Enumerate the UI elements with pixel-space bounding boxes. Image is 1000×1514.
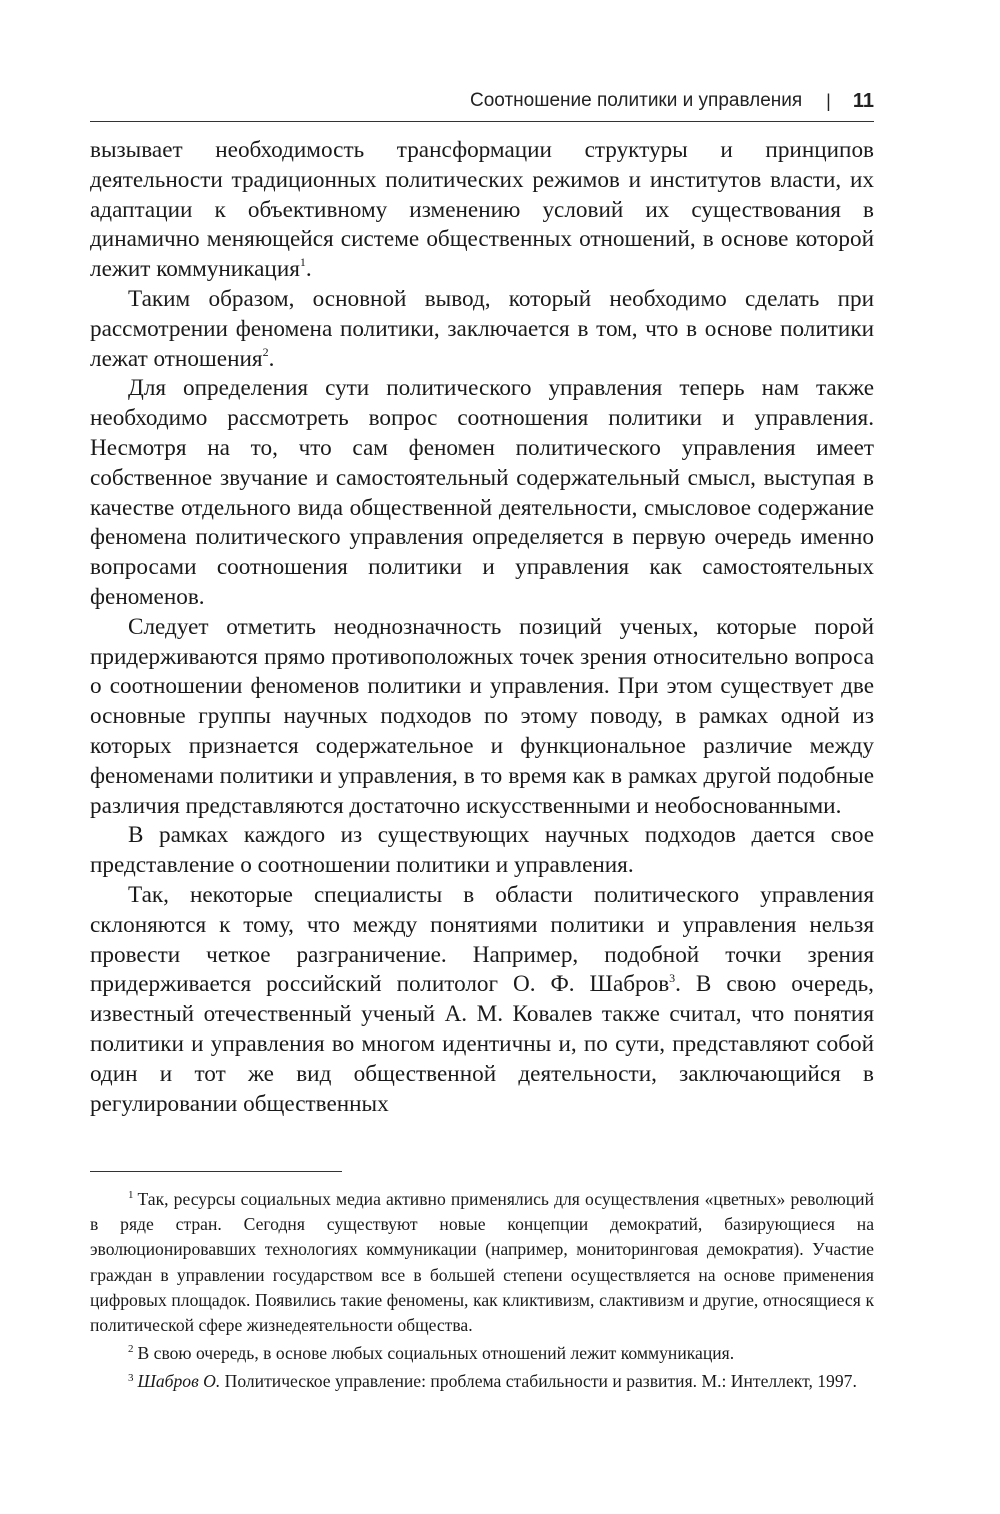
footnote-2-text: В свою очередь, в основе любых социальных отношений лежит коммуникация. bbox=[137, 1343, 735, 1364]
footnote-1-mark: 1 bbox=[128, 1189, 134, 1202]
footnote-1-text: Так, ресурсы социальных медиа активно применялись для осуществления «цветных» революций в ряде стран. Сегодня существуют новые концепции демократий, базирующиеся на эволюционировавших технологиях коммуникации (например, мониторинговая демократия). Участие граждан в управлении государством все в большей степени осуществляется на основе применения цифровых площадок. Появились такие феномены, как кликтивизм, слактивизм и другие, относящиеся к политической сфере жизнедеятельности общества. bbox=[90, 1189, 874, 1336]
paragraph-2-end: . bbox=[268, 345, 275, 372]
paragraph-2-text: Таким образом, основной вывод, который необходимо сделать при рассмотрении феномена политики, заключается в том, что в основе политики лежат отношения bbox=[90, 285, 874, 372]
footnote-ref-1[interactable]: 1 bbox=[299, 255, 306, 270]
paragraph-1-text: вызывает необходимость трансформации структуры и принципов деятельности традиционных политических режимов и институтов власти, их адаптации к объективному изменению условий их существования в динамично меняющейся системе общественных отношений, в основе которой лежит коммуникация bbox=[90, 137, 874, 283]
paragraph-1 bbox=[90, 136, 874, 285]
paragraph-5: В рамках каждого из существующих научных подходов дается свое представление о соотношении политики и управления. bbox=[90, 822, 874, 879]
header-rule bbox=[90, 121, 874, 122]
page-number: 11 bbox=[852, 89, 874, 112]
paragraph-2 bbox=[90, 285, 874, 374]
paragraph-6-tail: . В свою очередь, известный отечественный ученый А. М. Ковалев также считал, что понятия политики и управления во многом идентичны и, по сути, представляют собой один и тот же вид общественной деятельности, заключающийся в регулировании общественных bbox=[90, 971, 874, 1117]
footnote-3-text: Политическое управление: проблема стабильности и развития. М.: Интеллект, 1997. bbox=[220, 1371, 857, 1392]
paragraph-1-end: . bbox=[305, 256, 312, 283]
footnote-2 bbox=[90, 1341, 874, 1366]
footnote-3 bbox=[90, 1369, 874, 1394]
running-title: Соотношение политики и управления bbox=[470, 90, 803, 111]
footnote-1 bbox=[90, 1187, 874, 1338]
paragraph-3: Для определения сути политического управления теперь нам также необходимо рассмотреть вопрос соотношения политики и управления. Несмотря на то, что сам феномен политического управления имеет собственное звучание и самостоятельный содержательный смысл, выступая в качестве отдельного вида общественной деятельности, смысловое содержание феномена политического управления определяется в первую очередь именно вопросами соотношения политики и управления как самостоятельных феноменов. bbox=[90, 375, 874, 610]
paragraph-6 bbox=[90, 881, 874, 1119]
footnote-ref-3[interactable]: 3 bbox=[669, 970, 676, 985]
main-text bbox=[90, 136, 874, 1119]
header-separator: | bbox=[826, 90, 831, 111]
running-header bbox=[90, 86, 874, 116]
footnote-3-mark: 3 bbox=[128, 1371, 134, 1384]
footnote-2-mark: 2 bbox=[128, 1343, 134, 1356]
footnotes bbox=[90, 1187, 874, 1398]
paragraph-4: Следует отметить неоднозначность позиций ученых, которые порой придерживаются прямо противоположных точек зрения относительно вопроса о соотношении феноменов политики и управления. При этом существует две основные группы научных подходов по этому поводу, в рамках одной из которых признается содержательное и функциональное различие между феноменами политики и управления, в то время как в рамках другой подобные различия представляются достаточно искусственными и необоснованными. bbox=[90, 613, 874, 819]
footnote-rule bbox=[90, 1171, 342, 1172]
paragraph-6-text: Так, некоторые специалисты в области политического управления склоняются к тому, что между понятиями политики и управления нельзя провести четкое разграничение. Например, подобной точки зрения придерживается российский политолог О. Ф. Шабров bbox=[90, 881, 874, 998]
footnote-ref-2[interactable]: 2 bbox=[262, 344, 269, 359]
footnote-3-author: Шабров О. bbox=[137, 1371, 221, 1392]
